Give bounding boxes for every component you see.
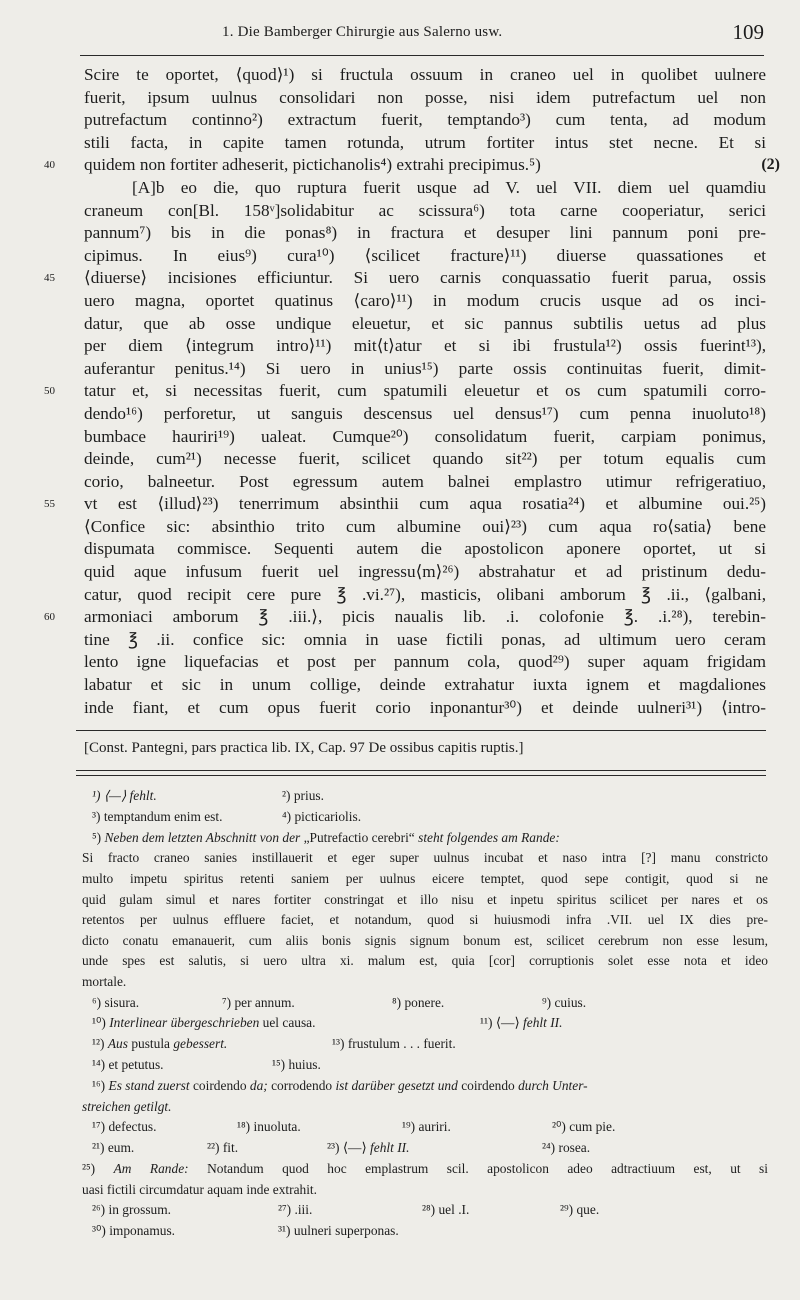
line-text: putrefactum continno²) extractum fuerit, temptando³) cum tenta, ad modum (84, 110, 766, 130)
section-marker: (2) (761, 156, 780, 174)
footnote-21: ²¹) eum. (92, 1140, 135, 1156)
text-line (84, 651, 766, 674)
text-line (44, 267, 767, 290)
footnote-11: ¹¹) ⟨—⟩ fehlt II. (480, 1015, 563, 1031)
line-text: inde fiant, et cum opus fuerit corio inponantur³⁰) et deinde uulneri³¹) ⟨intro- (84, 697, 766, 717)
footnote-5-line: multo impetu spiritus retenti saniem per uulnus eicere temptet, quod sepe contigit, quod si ne (82, 870, 768, 886)
main-text (44, 64, 780, 719)
footnote-16-cont: streichen getilgt. (82, 1098, 172, 1114)
footnote-row (82, 1200, 768, 1221)
editorial-note: Neben dem letzten Abschnitt von der (104, 829, 301, 845)
line-text: lento igne liquefacias et post per pannum cola, quod²⁹) super aquam frigidam (84, 652, 766, 672)
line-text: dispumata commisce. Sequenti autem die apostolicon aponere oportet, ut si (84, 539, 766, 559)
line-number: 45 (44, 272, 55, 285)
editorial-note: steht folgendes am Rande: (418, 829, 560, 845)
line-text: cipimus. In eius⁹) cura¹⁰) ⟨scilicet fracture⟩¹¹) diuerse quassationes et (84, 245, 766, 265)
text-line (84, 87, 766, 110)
text-line (84, 290, 766, 313)
line-text: tatur et, si necessitas fuerit, cum spatumili eleuetur et os cum spatumili corro- (84, 381, 766, 401)
footnote-1: ¹) ⟨—⟩ fehlt. (92, 788, 157, 803)
text-line (84, 177, 766, 200)
footnote-5-line: mortale. (82, 973, 127, 989)
line-text: fuerit, ipsum uulnus consolidari non posse, nisi idem putrefactum uel non (84, 87, 766, 107)
footnote-row (82, 1221, 768, 1242)
source-reference: [Const. Pantegni, pars practica lib. IX, Cap. 97 De ossibus capitis ruptis.] (84, 740, 524, 756)
line-text: per diem ⟨integrum intro⟩¹¹) mit⟨t⟩atur et si ibi frustula¹²) ossis fuerint¹³), (84, 336, 766, 356)
footnote-15: ¹⁵) huius. (272, 1056, 321, 1072)
text-line (44, 380, 766, 403)
line-number: 50 (44, 385, 55, 398)
line-text: corio, balneetur. Post egressum autem balnei emplastro utimur refrigeratiuo, (84, 471, 766, 491)
line-text: pannum⁷) bis in die ponas⁸) in fractura et desuper lini pannum poni pre- (84, 223, 766, 243)
line-text: bumbace hauriri¹⁹) ualeat. Cumque²⁰) consolidatum fuerit, carpiam ponimus, (84, 426, 766, 446)
header-rule (80, 55, 764, 56)
footnote-row (82, 786, 768, 807)
footnote-5-intro (82, 828, 768, 849)
footnote-row (82, 807, 768, 828)
footnote-row (82, 1055, 768, 1076)
footnote-4: ⁴) picticariolis. (282, 808, 362, 824)
line-text: [A]b eo die, quo ruptura fuerit usque ad V. uel VII. diem uel quamdiu (132, 177, 766, 197)
footnote-24: ²⁴) rosea. (542, 1140, 591, 1156)
text-line (84, 132, 766, 155)
line-text: Scire te oportet, ⟨quod⟩¹) si fructula ossuum in craneo uel in quolibet uulnere (84, 65, 766, 84)
text-line (84, 358, 766, 381)
footnote-9: ⁹) cuius. (542, 994, 587, 1010)
footnote-16: ¹⁶) Es stand zuerst coirdendo da; corrodendo ist darüber gesetzt und coirdendo durch Unter- (92, 1077, 588, 1093)
line-number: 55 (44, 498, 55, 511)
footnote-5-line: retentos per uulnus effluere faciet, et notandum, quod si huiusmodi infra .VII. uel IX dies pre- (82, 912, 768, 928)
footnote-2: ²) prius. (282, 788, 324, 803)
line-text: quid aque infusum fuerit uel ingressu⟨m⟩²⁶) abstrahatur et ad pristinum dedu- (84, 562, 766, 582)
footnote-23: ²³) ⟨—⟩ fehlt II. (327, 1140, 410, 1156)
line-text: vt est ⟨illud⟩²³) tenerrimum absinthii cum aqua rosatia²⁴) et albumine oui.²⁵) (84, 494, 766, 514)
text-line (44, 154, 780, 177)
line-text: catur, quod recipit cere pure ℥ .vi.²⁷), masticis, olibani amborum ℥ .ii., ⟨galbani, (84, 584, 766, 604)
text-line (84, 629, 766, 652)
line-text: uero magna, oportet quatinus ⟨caro⟩¹¹) in modum crucis usque ad os inci- (84, 290, 766, 310)
footnote-5-line: quid gulam simul et nares fortiter constringat et illo nisu et inpetu spiritus scilicet per nares et os (82, 891, 768, 907)
notes-rule-lower (76, 775, 766, 776)
text-line (84, 448, 766, 471)
line-text: labatur et sic in unum collige, deinde extrahatur iuxta ignem et magdaliones (84, 675, 766, 695)
footnote-5-number: ⁵) (92, 829, 102, 845)
footnote-22: ²²) fit. (207, 1140, 239, 1156)
quoted-title: „Putrefactio cerebri“ (303, 829, 415, 845)
line-text: armoniaci amborum ℥ .iii.⟩, picis naualis lib. .i. colofonie ℥. .i.²⁸), terebin- (84, 607, 766, 627)
footnote-6: ⁶) sisura. (92, 994, 140, 1010)
footnote-25: ²⁵) Am Rande: Notandum quod hoc emplastrum scil. apostolicon adeo adtractiuum est, ut si uasi fictili circumdatur aquam inde extrahit. (82, 1160, 768, 1197)
text-line (84, 109, 766, 132)
text-line (44, 493, 766, 516)
line-text: ⟨diuerse⟩ incisiones efficiuntur. Si uero carnis conquassatio fuerit parua, ossis (84, 268, 767, 288)
footnote-7: ⁷) per annum. (222, 994, 295, 1010)
line-text: deinde, cum²¹) necesse fuerit, scilicet quando sit²²) per totum equalis cum (84, 449, 766, 469)
line-text: ⟨Confice sic: absinthio trito cum albumine oui⟩²³) cum aqua ro⟨satia⟩ bene (84, 516, 766, 536)
text-line (84, 674, 766, 697)
footnote-26: ²⁶) in grossum. (92, 1202, 171, 1218)
line-text: quidem non fortiter adheserit, pictichanolis⁴) extrahi precipimus.⁵) (84, 155, 541, 175)
footnote-5-line: Si fracto craneo sanies instillauerit et eger super uulnus incubat et naso intra [?] manu constricto (82, 850, 768, 866)
footnote-5-text (82, 848, 768, 992)
line-text: datur, que ab osse undique eleuetur, et sic pannus subtilis uetus ad plus (84, 313, 766, 333)
text-line (84, 538, 766, 561)
text-line (84, 245, 766, 268)
text-line (84, 584, 766, 607)
footnote-27: ²⁷) .iii. (278, 1202, 313, 1218)
page-header (80, 20, 768, 52)
footnote-14: ¹⁴) et petutus. (92, 1056, 164, 1072)
footnote-20: ²⁰) cum pie. (552, 1119, 616, 1135)
footnote-13: ¹³) frustulum . . . fuerit. (332, 1036, 456, 1052)
footnote-28: ²⁸) uel .I. (422, 1202, 470, 1218)
footnote-17: ¹⁷) defectus. (92, 1119, 157, 1135)
footnote-12: ¹²) Aus pustula gebessert. (92, 1036, 228, 1052)
footnote-row (82, 993, 768, 1014)
text-line (84, 335, 766, 358)
footnote-5-line: unde spes est salutis, si uero ultra xi. malum est, quia [cor] corruptionis solet esse nota et ideo (82, 953, 768, 969)
text-rule (76, 730, 766, 731)
footnote-row (82, 1138, 768, 1159)
line-text: tine ℥ .ii. confice sic: omnia in uase fictili ponas, ad ultimum uero ceram (84, 629, 766, 649)
footnote-31: ³¹) uulneri superponas. (278, 1222, 399, 1238)
footnote-5-line: dicto conatu emanauerit, cum aliis bonis signis signum bonum est, scilicet cerebrum non esse lesum, (82, 932, 768, 948)
running-title: 1. Die Bamberger Chirurgie aus Salerno usw. (222, 24, 503, 40)
text-line (84, 561, 766, 584)
text-line (84, 64, 766, 87)
line-text: craneum con[Bl. 158ᵛ]solidabitur ac scissura⁶) tota carne cooperiatur, serici (84, 200, 766, 220)
text-line (84, 313, 766, 336)
text-line (84, 471, 766, 494)
footnote-3: ³) temptandum enim est. (92, 808, 223, 824)
text-line (84, 697, 766, 720)
footnote-18: ¹⁸) inuoluta. (237, 1119, 301, 1135)
text-line (84, 516, 766, 539)
footnote-row (82, 1013, 768, 1034)
footnote-row (82, 1117, 768, 1138)
line-number: 40 (44, 159, 55, 172)
footnote-row (82, 1034, 768, 1055)
text-line (84, 222, 766, 245)
line-text: auferantur penitus.¹⁴) Si uero in unius¹⁵) parte ossis continuitas fuerit, dimit- (84, 358, 766, 378)
footnote-10: ¹⁰) Interlinear übergeschrieben uel causa. (92, 1015, 316, 1031)
line-text: stili facta, in capite tamen rotunda, utrum fortiter intus stet necne. Et si (84, 132, 766, 152)
line-text: dendo¹⁶) perforetur, ut sanguis descensus uel densus¹⁷) cum penna inuoluto¹⁸) (84, 403, 766, 423)
text-line (84, 403, 766, 426)
page-number: 109 (732, 20, 764, 44)
footnotes (82, 786, 768, 1242)
footnote-30: ³⁰) imponamus. (92, 1222, 176, 1238)
notes-rule-upper (76, 770, 766, 771)
footnote-8: ⁸) ponere. (392, 994, 445, 1010)
text-line (84, 426, 766, 449)
text-line (84, 200, 766, 223)
footnote-29: ²⁹) que. (560, 1202, 600, 1218)
footnote-19: ¹⁹) auriri. (402, 1119, 451, 1135)
line-number: 60 (44, 611, 55, 624)
text-line (44, 606, 766, 629)
